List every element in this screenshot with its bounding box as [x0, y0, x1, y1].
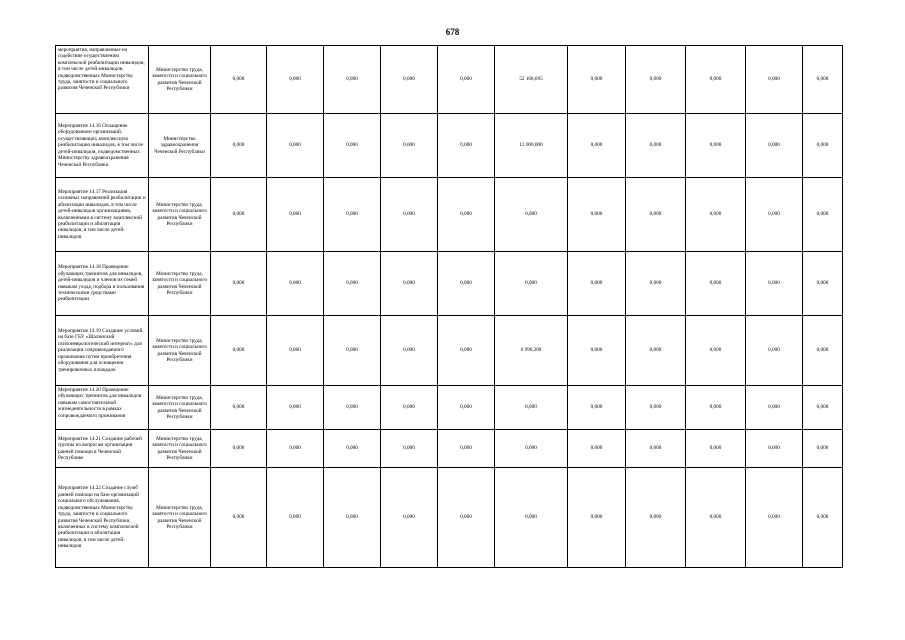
value-cell: 0,000: [381, 316, 438, 386]
value-cell: 0,000: [626, 430, 686, 468]
value-cell: 0,000: [803, 386, 843, 430]
value-cell: 0,000: [267, 430, 324, 468]
value-cell: 0,000: [381, 178, 438, 252]
value-cell: 0,000: [211, 114, 267, 178]
activity-name: Мероприятие 14.22 Создание служб ранней помощи на базе организаций социального обслуживания, подведомственных Министерству труда, занятости и социального развития Чеченской Республики, включенных в систему комплексной реабилитации и абилитации инвалидов, в том числе детей-инвалидов: [58, 485, 139, 550]
value-cell: 0,000: [495, 430, 568, 468]
value-cell: 0,000: [495, 386, 568, 430]
activity-name: мероприятия, направленные на содействие осуществлению комплексной реабилитации инвалидов, в том числе детей-инвалидов, подведомственных Министерству труда, занятости и социального развития Чеченской Республики: [58, 47, 145, 92]
value-cell: 0,000: [746, 386, 803, 430]
value-cell: 0,000: [686, 252, 746, 316]
value-cell: 0,000: [746, 430, 803, 468]
value-cell: 0,000: [568, 46, 626, 114]
value-cell: 0,000: [686, 468, 746, 568]
value-cell: 0,000: [267, 386, 324, 430]
value-cell: 6 996,200: [495, 316, 568, 386]
value-cell: 0,000: [324, 46, 381, 114]
value-cell: 0,000: [438, 386, 495, 430]
responsible-org-cell: Министерство труда, занятости и социального развития Чеченской Республики: [149, 430, 211, 468]
value-cell: 0,000: [746, 178, 803, 252]
value-cell: 0,000: [568, 252, 626, 316]
activity-name-cell: [56, 178, 149, 252]
value-cell: 0,000: [267, 252, 324, 316]
table-row: [56, 468, 843, 568]
value-cell: 52 168,695: [495, 46, 568, 114]
responsible-org-cell: Министерство труда, занятости и социального развития Чеченской Республики: [149, 468, 211, 568]
responsible-org-cell: Министерство труда, занятости и социального развития Чеченской Республики: [149, 386, 211, 430]
value-cell: 0,000: [626, 114, 686, 178]
value-cell: 0,000: [211, 252, 267, 316]
value-cell: 0,000: [381, 430, 438, 468]
value-cell: 0,000: [267, 46, 324, 114]
value-cell: 0,000: [324, 386, 381, 430]
value-cell: 0,000: [438, 252, 495, 316]
value-cell: 0,000: [686, 114, 746, 178]
value-cell: 0,000: [803, 468, 843, 568]
value-cell: 0,000: [324, 114, 381, 178]
activity-name: Мероприятие 14.19 Создание условий на базе ГБУ «Шалинский психоневрологический интернат» для реализации сопровождаемого проживания путем приобретения оборудования для оснащения тренировочных площадок: [58, 328, 143, 373]
activity-name-cell: [56, 316, 149, 386]
value-cell: 0,000: [324, 316, 381, 386]
value-cell: 0,000: [626, 46, 686, 114]
value-cell: 0,000: [211, 386, 267, 430]
value-cell: 0,000: [438, 468, 495, 568]
value-cell: 0,000: [746, 114, 803, 178]
value-cell: 0,000: [211, 316, 267, 386]
value-cell: 0,000: [381, 468, 438, 568]
value-cell: 0,000: [686, 46, 746, 114]
value-cell: 0,000: [381, 252, 438, 316]
value-cell: 0,000: [568, 430, 626, 468]
activity-name-cell: [56, 386, 149, 430]
value-cell: 0,000: [211, 430, 267, 468]
responsible-org-cell: Министерство здравоохранения Чеченской Республики: [149, 114, 211, 178]
value-cell: 0,000: [438, 114, 495, 178]
value-cell: 0,000: [803, 316, 843, 386]
value-cell: 0,000: [746, 468, 803, 568]
activity-name-cell: [56, 430, 149, 468]
value-cell: 0,000: [381, 386, 438, 430]
value-cell: 0,000: [568, 468, 626, 568]
value-cell: 0,000: [686, 430, 746, 468]
value-cell: 0,000: [495, 468, 568, 568]
responsible-org-cell: Министерство труда, занятости и социального развития Чеченской Республики: [149, 252, 211, 316]
value-cell: 0,000: [626, 178, 686, 252]
value-cell: 0,000: [568, 386, 626, 430]
value-cell: 0,000: [495, 252, 568, 316]
responsible-org-cell: Министерство труда, занятости и социального развития Чеченской Республики: [149, 178, 211, 252]
value-cell: 0,000: [626, 252, 686, 316]
value-cell: 0,000: [568, 316, 626, 386]
responsible-org-cell: Министерство труда, занятости и социального развития Чеченской Республики: [149, 46, 211, 114]
activity-name: Мероприятие 14.20 Проведение обучающих тренингов для инвалидов навыкам самостоятельной жизнедеятельности в рамках сопровождаемого проживания: [58, 387, 142, 419]
responsible-org-cell: Министерство труда, занятости и социального развития Чеченской Республики: [149, 316, 211, 386]
table-row: [56, 316, 843, 386]
value-cell: 0,000: [267, 114, 324, 178]
value-cell: 0,000: [686, 316, 746, 386]
table-row: [56, 114, 843, 178]
activity-name: Мероприятие 14.17 Реализация основных направлений реабилитации и абилитации инвалидов, в том числе детей-инвалидов организациями, включенными в систему комплексной реабилитации и абилитации инвалидов, в том числе детей-инвалидов: [58, 188, 146, 240]
value-cell: 0,000: [267, 178, 324, 252]
value-cell: 0,000: [803, 178, 843, 252]
table-row: [56, 46, 843, 114]
value-cell: 0,000: [324, 252, 381, 316]
value-cell: 0,000: [495, 178, 568, 252]
value-cell: 0,000: [746, 316, 803, 386]
value-cell: 0,000: [211, 178, 267, 252]
value-cell: 0,000: [803, 252, 843, 316]
value-cell: 0,000: [686, 386, 746, 430]
activity-name: Мероприятие 14.18 Проведение обучающих тренингов для инвалидов, детей-инвалидов и членов их семей навыкам ухода, подбора и пользования техническими средствами реабилитации: [58, 264, 145, 303]
value-cell: 0,000: [211, 468, 267, 568]
page-number: 678: [445, 27, 460, 37]
value-cell: 0,000: [568, 114, 626, 178]
value-cell: 0,000: [267, 316, 324, 386]
activity-name: Мероприятие 14.16 Оснащение оборудованием организаций, осуществляющих комплексную реабилитацию инвалидов, в том числе детей-инвалидов, подведомственных Министерству здравоохранения Чеченской Республики: [58, 123, 143, 168]
activity-name-cell: [56, 468, 149, 568]
value-cell: 0,000: [324, 430, 381, 468]
table-row: [56, 178, 843, 252]
activity-name: Мероприятие 14.21 Создание рабочей группы по вопросам организации ранней помощи в Чеченской Республике: [58, 435, 142, 461]
activity-name-cell: [56, 46, 149, 114]
value-cell: 0,000: [626, 468, 686, 568]
value-cell: 0,000: [438, 178, 495, 252]
table-row: [56, 386, 843, 430]
value-cell: 0,000: [324, 468, 381, 568]
value-cell: 0,000: [438, 46, 495, 114]
value-cell: 0,000: [746, 46, 803, 114]
value-cell: 0,000: [746, 252, 803, 316]
data-table: [55, 45, 843, 568]
value-cell: 0,000: [381, 114, 438, 178]
value-cell: 0,000: [626, 386, 686, 430]
value-cell: 0,000: [626, 316, 686, 386]
value-cell: 0,000: [438, 430, 495, 468]
value-cell: 0,000: [803, 114, 843, 178]
value-cell: 0,000: [803, 46, 843, 114]
table-row: [56, 252, 843, 316]
table-row: [56, 430, 843, 468]
activity-name-cell: [56, 252, 149, 316]
value-cell: 0,000: [324, 178, 381, 252]
value-cell: 0,000: [381, 46, 438, 114]
value-cell: 0,000: [803, 430, 843, 468]
activity-name-cell: [56, 114, 149, 178]
value-cell: 0,000: [267, 468, 324, 568]
value-cell: 0,000: [568, 178, 626, 252]
value-cell: 12 000,000: [495, 114, 568, 178]
value-cell: 0,000: [686, 178, 746, 252]
value-cell: 0,000: [438, 316, 495, 386]
value-cell: 0,000: [211, 46, 267, 114]
